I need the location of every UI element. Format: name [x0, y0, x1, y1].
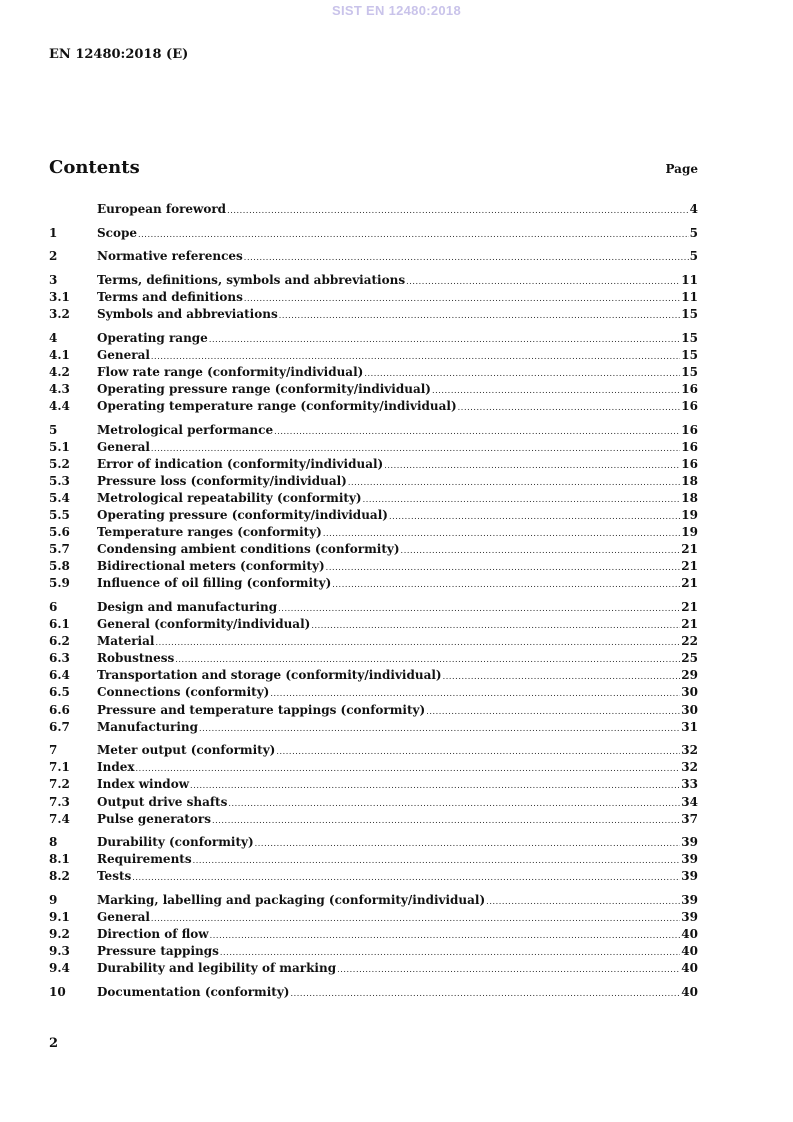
toc-dot-leader: [426, 703, 680, 720]
toc-entry-title: Flow rate range (conformity/individual): [97, 364, 364, 379]
toc-entry-number: 10: [49, 984, 66, 999]
toc-entry-title: Manufacturing: [97, 719, 199, 734]
toc-section: [49, 742, 698, 827]
toc-entry[interactable]: [49, 306, 698, 323]
toc-entry[interactable]: [49, 201, 698, 218]
toc-entry[interactable]: [49, 650, 698, 667]
toc-entry-number: 5.5: [49, 508, 70, 522]
toc-entry-number: 2: [49, 249, 58, 264]
toc-entry-page: 40: [681, 927, 698, 942]
toc-dot-leader: [364, 365, 680, 382]
toc-entry-title: Temperature ranges (conformity): [97, 525, 322, 540]
toc-entry-page: 21: [681, 599, 698, 614]
toc-entry[interactable]: [49, 575, 698, 592]
toc-dot-leader: [363, 491, 681, 508]
toc-entry[interactable]: [49, 633, 698, 650]
toc-section: [49, 248, 698, 265]
toc-entry[interactable]: [49, 719, 698, 736]
toc-entry-number: 9.2: [49, 927, 70, 942]
toc-entry-page: 18: [681, 490, 698, 505]
toc-entry-number: 5.8: [49, 559, 70, 574]
page-number: 2: [49, 1036, 59, 1051]
toc-entry-title: Design and manufacturing: [97, 599, 278, 614]
toc-entry[interactable]: [49, 473, 698, 490]
toc-dot-leader: [486, 893, 680, 910]
toc-entry-title: Terms and definitions: [97, 289, 243, 304]
toc-entry-number: 5.2: [49, 456, 70, 471]
toc-entry-number: 6.5: [49, 685, 70, 700]
toc-entry-number: 6.4: [49, 668, 70, 683]
toc-entry-number: 5.7: [49, 542, 70, 557]
toc-entry[interactable]: [49, 834, 698, 851]
toc-entry-title: Transportation and storage (conformity/individual): [97, 668, 442, 683]
toc-entry[interactable]: [49, 909, 698, 926]
toc-dot-leader: [274, 423, 680, 440]
toc-entry-title: General: [97, 910, 150, 925]
toc-dot-leader: [220, 944, 680, 961]
toc-entry[interactable]: [49, 702, 698, 719]
toc-entry[interactable]: [49, 381, 698, 398]
toc-entry-page: 30: [681, 685, 698, 700]
toc-entry[interactable]: [49, 490, 698, 507]
toc-entry-number: 6.6: [49, 702, 70, 717]
toc-dot-leader: [210, 927, 681, 944]
toc-entry[interactable]: [49, 272, 698, 289]
table-of-contents: [49, 201, 698, 1008]
toc-entry-page: 39: [681, 852, 698, 867]
toc-dot-leader: [326, 559, 681, 576]
toc-entry-number: 9.3: [49, 944, 70, 959]
toc-entry-title: Marking, labelling and packaging (conformity/individual): [97, 892, 486, 907]
toc-dot-leader: [458, 399, 681, 416]
toc-entry-page: 34: [681, 794, 698, 809]
toc-entry-title: Bidirectional meters (conformity): [97, 559, 325, 574]
toc-entry-title: Operating temperature range (conformity/individual): [97, 398, 457, 413]
toc-dot-leader: [190, 777, 680, 794]
toc-dot-leader: [279, 307, 681, 324]
toc-entry-page: 40: [681, 961, 698, 976]
toc-dot-leader: [212, 812, 680, 829]
toc-entry[interactable]: [49, 599, 698, 616]
toc-entry-number: 5.1: [49, 439, 70, 454]
toc-entry-title: Metrological performance: [97, 422, 274, 437]
toc-entry-page: 11: [681, 272, 698, 287]
toc-entry-title: Metrological repeatability (conformity): [97, 490, 362, 505]
toc-entry-title: General (conformity/individual): [97, 617, 311, 632]
toc-dot-leader: [389, 508, 680, 525]
toc-entry-page: 16: [681, 422, 698, 437]
toc-dot-leader: [227, 202, 689, 219]
toc-entry[interactable]: [49, 943, 698, 960]
toc-dot-leader: [136, 760, 681, 777]
toc-entry-title: Pulse generators: [97, 811, 211, 826]
toc-entry-page: 33: [681, 777, 698, 792]
toc-dot-leader: [290, 985, 680, 1002]
toc-section: [49, 330, 698, 415]
toc-section: [49, 272, 698, 323]
toc-entry-title: Tests: [97, 869, 132, 884]
toc-dot-leader: [443, 668, 681, 685]
toc-entry-page: 15: [681, 306, 698, 321]
toc-entry-number: 9.4: [49, 961, 70, 976]
toc-entry-title: Index window: [97, 777, 190, 792]
toc-entry[interactable]: [49, 289, 698, 306]
toc-entry-page: 5: [689, 225, 698, 240]
toc-entry-page: 16: [681, 439, 698, 454]
toc-entry[interactable]: [49, 684, 698, 701]
toc-entry-page: 16: [681, 398, 698, 413]
toc-entry-title: Pressure and temperature tappings (conformity): [97, 702, 426, 717]
toc-entry[interactable]: [49, 926, 698, 943]
toc-entry-title: Robustness: [97, 651, 175, 666]
toc-entry-title: Scope: [97, 225, 138, 240]
toc-dot-leader: [138, 226, 689, 243]
toc-dot-leader: [332, 576, 680, 593]
toc-dot-leader: [432, 382, 680, 399]
toc-dot-leader: [209, 331, 680, 348]
toc-entry-number: 3: [49, 272, 58, 287]
toc-entry-page: 18: [681, 473, 698, 488]
toc-dot-leader: [323, 525, 680, 542]
toc-entry-title: Durability and legibility of marking: [97, 961, 337, 976]
toc-dot-leader: [255, 835, 681, 852]
toc-entry-number: 4.2: [49, 364, 70, 379]
toc-entry-page: 30: [681, 702, 698, 717]
toc-entry[interactable]: [49, 524, 698, 541]
toc-entry-number: 5.9: [49, 576, 70, 591]
toc-dot-leader: [151, 440, 680, 457]
toc-entry-title: Normative references: [97, 249, 243, 264]
toc-entry-page: 15: [681, 330, 698, 345]
toc-entry-page: 39: [681, 892, 698, 907]
toc-entry-number: 5.3: [49, 473, 70, 488]
toc-entry-number: 7.4: [49, 811, 70, 826]
toc-entry[interactable]: [49, 364, 698, 381]
toc-entry-title: Material: [97, 634, 155, 649]
toc-entry-number: 4: [49, 330, 58, 345]
contents-header: [49, 157, 698, 178]
toc-dot-leader: [406, 273, 680, 290]
toc-section: [49, 201, 698, 218]
toc-entry-page: 11: [681, 289, 698, 304]
toc-dot-leader: [337, 961, 680, 978]
toc-entry-page: 21: [681, 542, 698, 557]
toc-entry[interactable]: [49, 558, 698, 575]
toc-entry-number: 6.2: [49, 634, 70, 649]
toc-entry-page: 16: [681, 381, 698, 396]
toc-entry[interactable]: [49, 507, 698, 524]
toc-entry-title: Connections (conformity): [97, 685, 270, 700]
toc-entry-number: 5.6: [49, 525, 70, 540]
toc-dot-leader: [384, 457, 680, 474]
toc-entry-page: 39: [681, 869, 698, 884]
toc-entry-page: 16: [681, 456, 698, 471]
toc-entry-page: 25: [681, 651, 698, 666]
toc-entry-title: Pressure tappings: [97, 944, 219, 959]
toc-entry[interactable]: [49, 868, 698, 885]
toc-section: [49, 225, 698, 242]
toc-entry[interactable]: [49, 811, 698, 828]
toc-entry-number: 6.1: [49, 617, 70, 632]
toc-entry-title: Symbols and abbreviations: [97, 306, 278, 321]
toc-entry-page: 32: [681, 743, 698, 758]
toc-entry-title: Durability (conformity): [97, 835, 254, 850]
toc-entry-title: Operating pressure range (conformity/individual): [97, 381, 431, 396]
document-identifier: EN 12480:2018 (E): [49, 47, 189, 62]
toc-entry-title: Requirements: [97, 852, 192, 867]
toc-entry-page: 21: [681, 559, 698, 574]
toc-entry-title: General: [97, 347, 150, 362]
toc-entry-page: 40: [681, 944, 698, 959]
toc-entry-number: 4.4: [49, 398, 70, 413]
toc-dot-leader: [151, 910, 680, 927]
toc-entry[interactable]: [49, 439, 698, 456]
toc-entry-page: 29: [681, 668, 698, 683]
toc-entry-title: Output drive shafts: [97, 794, 228, 809]
toc-entry-page: 4: [689, 202, 698, 216]
toc-entry-number: 4.3: [49, 381, 70, 396]
toc-entry[interactable]: [49, 347, 698, 364]
toc-entry[interactable]: [49, 794, 698, 811]
toc-entry-title: Error of indication (conformity/individual): [97, 456, 384, 471]
toc-dot-leader: [401, 542, 681, 559]
toc-section: [49, 834, 698, 885]
toc-dot-leader: [278, 600, 680, 617]
toc-entry-number: 5.4: [49, 490, 70, 505]
toc-entry-number: 4.1: [49, 347, 70, 362]
toc-entry-page: 39: [681, 910, 698, 925]
toc-entry[interactable]: [49, 984, 698, 1001]
toc-entry-page: 15: [681, 347, 698, 362]
toc-entry-page: 19: [681, 508, 698, 522]
toc-entry-number: 5: [49, 422, 58, 437]
toc-entry-page: 39: [681, 835, 698, 850]
toc-dot-leader: [244, 249, 689, 266]
toc-entry[interactable]: [49, 398, 698, 415]
toc-dot-leader: [151, 348, 680, 365]
toc-entry-number: 8.2: [49, 869, 70, 884]
toc-entry-number: 3.2: [49, 306, 70, 321]
toc-entry-title: Condensing ambient conditions (conformity): [97, 542, 400, 557]
toc-entry-number: 7.1: [49, 760, 70, 775]
toc-entry-number: 6.3: [49, 651, 70, 666]
toc-entry[interactable]: [49, 892, 698, 909]
toc-entry-title: Operating pressure (conformity/individual): [97, 508, 388, 522]
toc-entry[interactable]: [49, 422, 698, 439]
toc-entry-page: 21: [681, 617, 698, 632]
toc-dot-leader: [199, 720, 680, 737]
toc-entry-number: 7.3: [49, 794, 70, 809]
toc-entry[interactable]: [49, 742, 698, 759]
toc-entry-page: 15: [681, 364, 698, 379]
toc-entry-number: 6.7: [49, 719, 70, 734]
watermark: SIST EN 12480:2018: [332, 3, 461, 18]
toc-entry-number: 7.2: [49, 777, 70, 792]
toc-entry-number: 9.1: [49, 910, 70, 925]
toc-dot-leader: [348, 474, 680, 491]
toc-entry-title: Index: [97, 760, 135, 775]
toc-dot-leader: [175, 651, 680, 668]
toc-dot-leader: [155, 634, 680, 651]
toc-entry-title: Operating range: [97, 330, 208, 345]
toc-dot-leader: [244, 290, 680, 307]
toc-section: [49, 422, 698, 593]
toc-entry-number: 3.1: [49, 289, 70, 304]
toc-entry[interactable]: [49, 667, 698, 684]
toc-entry-title: Terms, definitions, symbols and abbreviations: [97, 272, 406, 287]
toc-entry-title: General: [97, 439, 150, 454]
toc-entry-page: 19: [681, 525, 698, 540]
page-column-label: Page: [665, 162, 698, 176]
toc-entry-page: 40: [681, 984, 698, 999]
toc-dot-leader: [228, 795, 680, 812]
toc-entry[interactable]: [49, 541, 698, 558]
toc-entry-number: 1: [49, 225, 58, 240]
toc-entry-number: 9: [49, 892, 58, 907]
toc-section: [49, 892, 698, 977]
toc-dot-leader: [276, 743, 680, 760]
toc-section: [49, 984, 698, 1001]
toc-entry-title: Documentation (conformity): [97, 984, 290, 999]
toc-entry[interactable]: [49, 759, 698, 776]
toc-entry-number: 6: [49, 599, 58, 614]
toc-entry-title: Meter output (conformity): [97, 743, 276, 758]
toc-entry[interactable]: [49, 776, 698, 793]
toc-entry-page: 21: [681, 576, 698, 591]
toc-entry-title: European foreword: [97, 202, 227, 216]
toc-entry[interactable]: [49, 456, 698, 473]
toc-entry-page: 37: [681, 811, 698, 826]
toc-entry[interactable]: [49, 330, 698, 347]
toc-section: [49, 599, 698, 736]
toc-entry-title: Direction of flow: [97, 927, 209, 942]
toc-entry-page: 5: [689, 249, 698, 264]
toc-dot-leader: [311, 617, 680, 634]
toc-entry-page: 32: [681, 760, 698, 775]
toc-entry[interactable]: [49, 851, 698, 868]
toc-dot-leader: [132, 869, 680, 886]
toc-dot-leader: [193, 852, 681, 869]
toc-entry[interactable]: [49, 960, 698, 977]
toc-entry-page: 31: [681, 719, 698, 734]
toc-entry-page: 22: [681, 634, 698, 649]
contents-title: Contents: [49, 157, 140, 178]
toc-entry-title: Pressure loss (conformity/individual): [97, 473, 347, 488]
toc-entry[interactable]: [49, 225, 698, 242]
toc-entry-number: 8: [49, 835, 58, 850]
toc-entry[interactable]: [49, 616, 698, 633]
toc-entry-number: 7: [49, 743, 58, 758]
toc-dot-leader: [270, 685, 680, 702]
toc-entry-title: Influence of oil filling (conformity): [97, 576, 332, 591]
toc-entry[interactable]: [49, 248, 698, 265]
toc-entry-number: 8.1: [49, 852, 70, 867]
